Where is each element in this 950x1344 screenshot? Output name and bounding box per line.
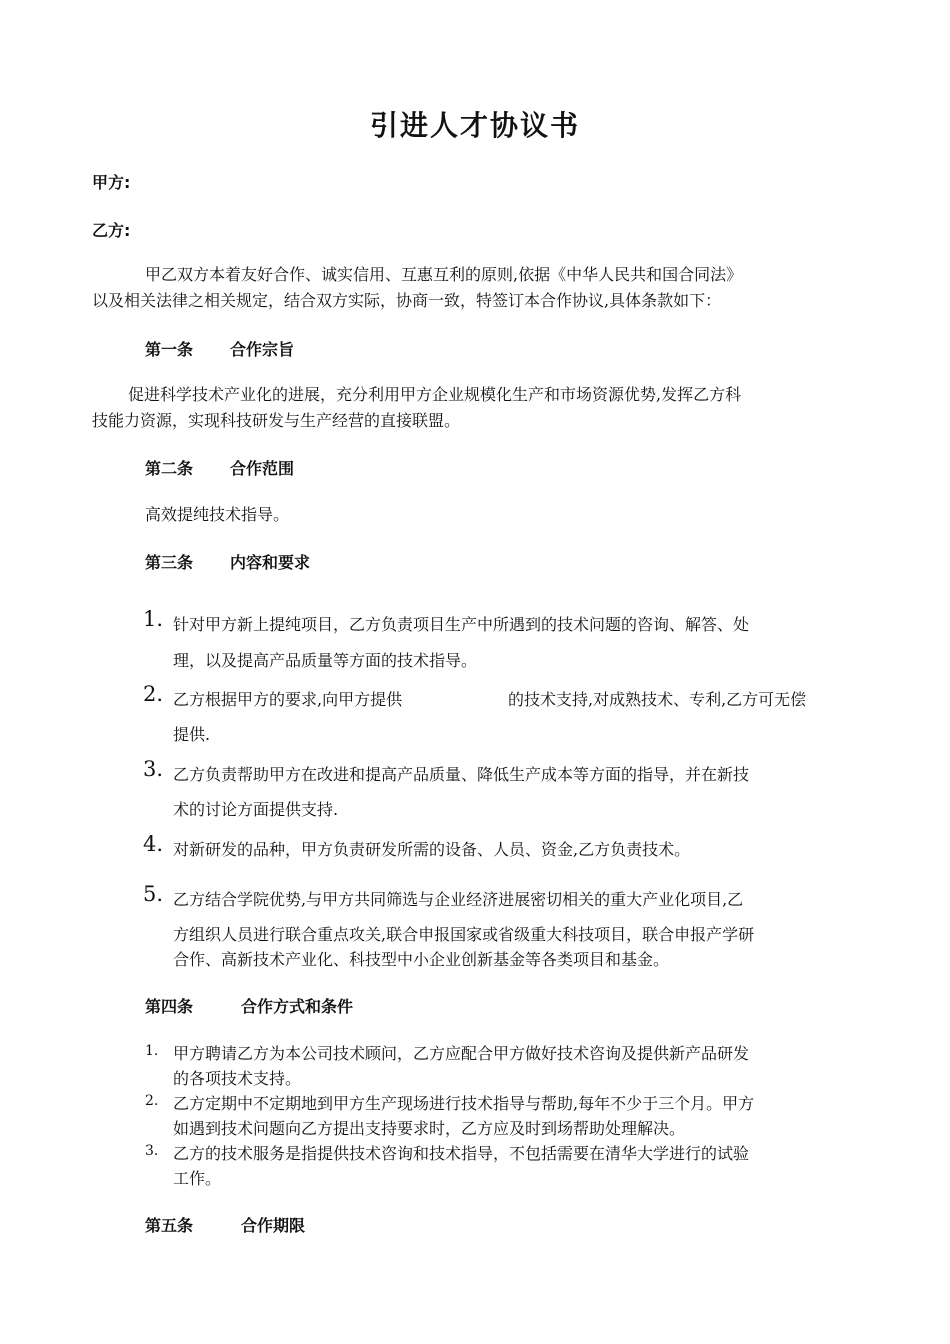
article-4-item-2-line-2: 如遇到技术问题向乙方提出支持要求时，乙方应及时到场帮助处理解决。	[173, 1119, 686, 1138]
article-2-name: 合作范围	[230, 459, 295, 478]
article-4-item-3-line-2: 工作。	[173, 1169, 222, 1188]
article-3-item-5-line-2: 方组织人员进行联合重点攻关,联合申报国家或省级重大科技项目，联合申报产学研	[173, 925, 755, 944]
party-b-label: 乙方:	[92, 221, 131, 240]
article-4-item-1-number: 1.	[145, 1043, 159, 1059]
intro-line-1: 甲乙双方本着友好合作、诚实信用、互惠互利的原则,依据《中华人民共和国合同法》	[145, 265, 743, 284]
article-4-item-1-line-2: 的各项技术支持。	[173, 1069, 302, 1088]
article-1-name: 合作宗旨	[230, 340, 295, 359]
article-1-line-2: 技能力资源，实现科技研发与生产经营的直接联盟。	[92, 411, 461, 430]
article-5-number: 第五条	[145, 1216, 194, 1235]
article-3-item-3-number: 3.	[143, 757, 164, 781]
article-3-item-5-line-1: 乙方结合学院优势,与甲方共同筛选与企业经济进展密切相关的重大产业化项目,乙	[173, 890, 744, 909]
article-4-heading	[145, 994, 354, 1017]
article-4-item-3-number: 3.	[145, 1143, 159, 1159]
article-3-item-4-number: 4.	[143, 832, 164, 856]
article-4-number: 第四条	[145, 997, 194, 1016]
article-4-item-1-line-1: 甲方聘请乙方为本公司技术顾问，乙方应配合甲方做好技术咨询及提供新产品研发	[173, 1044, 750, 1063]
article-3-item-5-line-3: 合作、高新技术产业化、科技型中小企业创新基金等各类项目和基金。	[173, 950, 670, 969]
article-3-name: 内容和要求	[230, 553, 311, 572]
article-3-heading	[145, 550, 311, 573]
article-3-item-3-line-2: 术的讨论方面提供支持.	[173, 800, 339, 819]
article-1-number: 第一条	[145, 340, 194, 359]
article-1-line-1: 促进科学技术产业化的进展，充分利用甲方企业规模化生产和市场资源优势,发挥乙方科	[128, 385, 742, 404]
article-4-name: 合作方式和条件	[241, 997, 354, 1016]
article-1-heading	[145, 337, 295, 360]
article-2-text: 高效提纯技术指导。	[145, 505, 290, 524]
intro-line-2: 以及相关法律之相关规定，结合双方实际，协商一致，特签订本合作协议,具体条款如下：	[92, 291, 722, 310]
article-5-heading	[145, 1213, 306, 1236]
article-5-name: 合作期限	[241, 1216, 306, 1235]
article-3-item-2-line-1a: 乙方根据甲方的要求,向甲方提供	[173, 690, 403, 709]
article-3-item-2-line-1b: 的技术支持,对成熟技术、专利,乙方可无偿	[508, 690, 807, 709]
document-title: 引进人才协议书	[369, 109, 580, 142]
article-3-item-5-number: 5.	[143, 882, 164, 906]
article-2-number: 第二条	[145, 459, 194, 478]
article-3-item-3-line-1: 乙方负责帮助甲方在改进和提高产品质量、降低生产成本等方面的指导，并在新技	[173, 765, 750, 784]
article-4-item-2-number: 2.	[145, 1093, 159, 1109]
article-4-item-3-line-1: 乙方的技术服务是指提供技术咨询和技术指导，不包括需要在清华大学进行的试验	[173, 1144, 750, 1163]
article-3-item-2-line-2: 提供.	[173, 725, 211, 744]
article-2-heading	[145, 456, 295, 479]
article-3-item-1-line-2: 理，以及提高产品质量等方面的技术指导。	[173, 651, 478, 670]
article-3-item-1-number: 1.	[143, 607, 164, 631]
article-3-item-1-line-1: 针对甲方新上提纯项目，乙方负责项目生产中所遇到的技术问题的咨询、解答、处	[173, 615, 750, 634]
article-3-item-4-line-1: 对新研发的品种，甲方负责研发所需的设备、人员、资金,乙方负责技术。	[173, 840, 691, 859]
article-4-item-2-line-1: 乙方定期中不定期地到甲方生产现场进行技术指导与帮助,每年不少于三个月。甲方	[173, 1094, 755, 1113]
article-3-number: 第三条	[145, 553, 194, 572]
article-3-item-2-number: 2.	[143, 682, 164, 706]
party-a-label: 甲方:	[92, 173, 131, 192]
